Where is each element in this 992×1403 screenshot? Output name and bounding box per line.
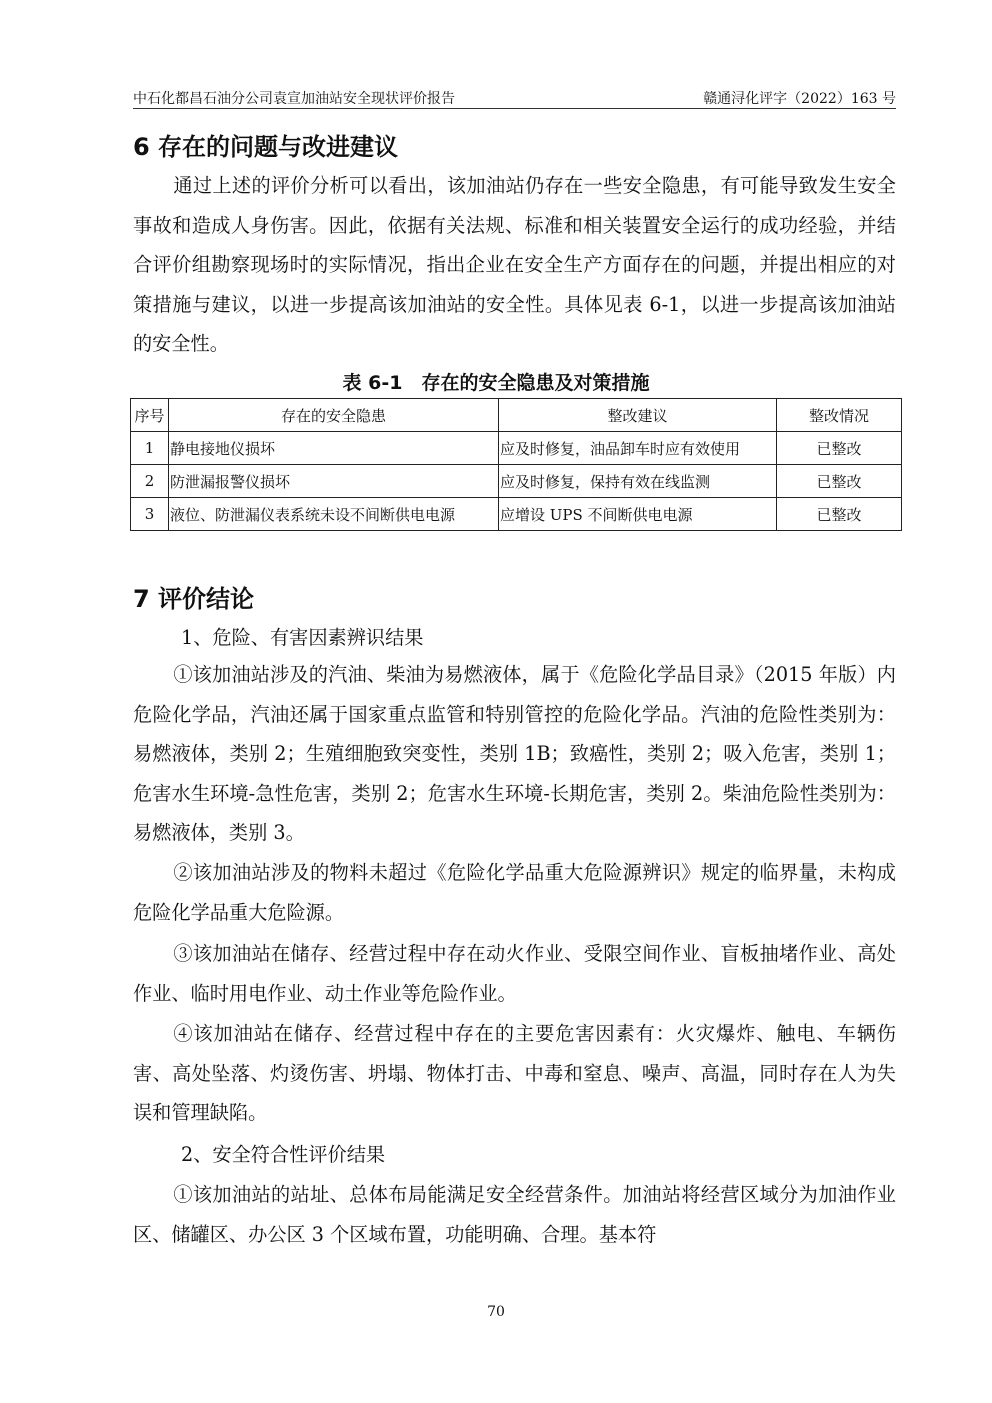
paragraph-chemical-hazards: ①该加油站涉及的汽油、柴油为易燃液体，属于《危险化学品目录》（2015 年版）内危险化学品，汽油还属于国家重点监管和特别管控的危险化学品。汽油的危险性类别为：易燃液体，类别 2；生殖细胞致突变性，类别 1B；致癌性，类别 2；吸入危害，类别 1；危害水生环境-急性危害，类别 2；危害水生环境-长期危害，类别 2。柴油危险性类别为：易燃液体，类别 3。	[133, 663, 896, 844]
col-header-hazard: 存在的安全隐患	[169, 399, 499, 432]
page-number: 70	[487, 1304, 505, 1320]
table-row	[131, 432, 902, 465]
header-report-title: 中石化都昌石油分公司袁宣加油站安全现状评价报告	[133, 91, 455, 107]
row-status: 已整改	[777, 432, 902, 465]
paragraph-main-hazard-factors: ④该加油站在储存、经营过程中存在的主要危害因素有：火灾爆炸、触电、车辆伤害、高处坠落、灼烫伤害、坍塌、物体打击、中毒和窒息、噪声、高温，同时存在人为失误和管理缺陷。	[133, 1022, 896, 1124]
section-7-heading: 7 评价结论	[133, 585, 255, 613]
section-6-intro: 通过上述的评价分析可以看出，该加油站仍存在一些安全隐患，有可能导致发生安全事故和造成人身伤害。因此，依据有关法规、标准和相关装置安全运行的成功经验，并结合评价组勘察现场时的实际情况，指出企业在安全生产方面存在的问题，并提出相应的对策措施与建议，以进一步提高该加油站的安全性。具体见表 6-1，以进一步提高该加油站的安全性。	[133, 174, 896, 355]
running-header	[133, 86, 896, 109]
row-index: 1	[131, 432, 169, 465]
section-6-heading: 6 存在的问题与改进建议	[133, 133, 399, 161]
paragraph-hazardous-operations: ③该加油站在储存、经营过程中存在动火作业、受限空间作业、盲板抽堵作业、高处作业、临时用电作业、动土作业等危险作业。	[133, 942, 896, 1005]
table-row	[131, 498, 902, 531]
subheading-compliance-results: 2、安全符合性评价结果	[181, 1143, 386, 1166]
table-caption: 表 6-1 存在的安全隐患及对策措施	[342, 372, 650, 394]
col-header-status: 整改情况	[777, 399, 902, 432]
row-suggestion: 应增设 UPS 不间断供电电源	[499, 498, 777, 531]
subheading-hazard-identification: 1、危险、有害因素辨识结果	[181, 626, 424, 649]
header-document-number: 赣通浔化评字（2022）163 号	[703, 91, 896, 107]
table-row	[131, 465, 902, 498]
table-header-row	[131, 399, 902, 432]
row-hazard: 静电接地仪损坏	[169, 432, 499, 465]
paragraph-site-layout: ①该加油站的站址、总体布局能满足安全经营条件。加油站将经营区域分为加油作业区、储罐区、办公区 3 个区域布置，功能明确、合理。基本符	[133, 1183, 896, 1246]
col-header-suggestion: 整改建议	[499, 399, 777, 432]
row-status: 已整改	[777, 498, 902, 531]
row-hazard: 防泄漏报警仪损坏	[169, 465, 499, 498]
row-hazard: 液位、防泄漏仪表系统未设不间断供电电源	[169, 498, 499, 531]
col-header-index: 序号	[131, 399, 169, 432]
row-suggestion: 应及时修复，保持有效在线监测	[499, 465, 777, 498]
row-status: 已整改	[777, 465, 902, 498]
row-index: 2	[131, 465, 169, 498]
hazard-table	[130, 398, 902, 531]
row-index: 3	[131, 498, 169, 531]
paragraph-major-hazard-source: ②该加油站涉及的物料未超过《危险化学品重大危险源辨识》规定的临界量，未构成危险化学品重大危险源。	[133, 861, 896, 924]
row-suggestion: 应及时修复，油品卸车时应有效使用	[499, 432, 777, 465]
